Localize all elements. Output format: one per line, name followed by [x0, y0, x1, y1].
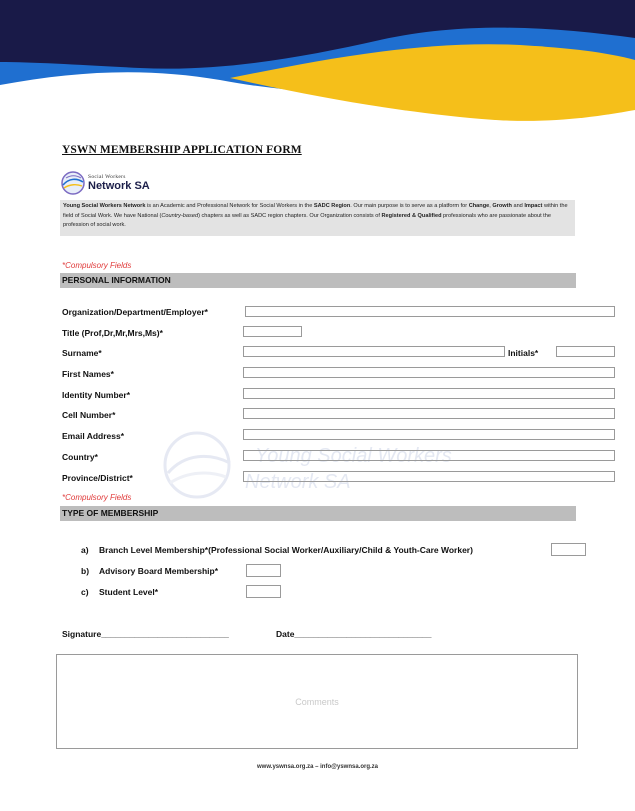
identity-number-input[interactable]: [243, 388, 615, 399]
title-label: Title (Prof,Dr,Mr,Mrs,Ms)*: [62, 328, 163, 338]
surname-input[interactable]: [243, 346, 505, 357]
comments-placeholder: Comments: [295, 696, 339, 707]
first-names-label: First Names*: [62, 369, 114, 379]
branch-level-label: Branch Level Membership*(Professional Social Worker/Auxiliary/Child & Youth-Care Worker): [99, 545, 473, 555]
logo-title: Network SA: [88, 180, 150, 192]
first-names-input[interactable]: [243, 367, 615, 378]
intro-paragraph: Young Social Workers Network is an Academic and Professional Network for Social Workers in the SADC Region. Our main purpose is to serve as a platform for Change, Growth and Impact within the field of Social Work. We have National (Country-based) chapters as well as SADC region chapters. Our Organization consists of Registered & Qualified professionals who are passionate about the profession of social work.: [60, 200, 575, 236]
personal-information-header: PERSONAL INFORMATION: [60, 273, 576, 288]
country-input[interactable]: [243, 450, 615, 461]
watermark-line-1: Young Social Workers: [255, 445, 452, 467]
title-input[interactable]: [243, 326, 302, 337]
cell-number-label: Cell Number*: [62, 410, 116, 420]
signature-line[interactable]: Signature___________________________: [62, 629, 229, 639]
date-line[interactable]: Date_____________________________: [276, 629, 432, 639]
header-wave-banner: [0, 0, 635, 125]
province-input[interactable]: [243, 471, 615, 482]
logo-small-text: Social Workers: [88, 174, 126, 180]
advisory-board-label: Advisory Board Membership*: [99, 566, 219, 576]
organization-input[interactable]: [245, 306, 615, 317]
membership-b-letter: b): [81, 566, 90, 576]
form-title: YSWN MEMBERSHIP APPLICATION FORM: [62, 144, 302, 156]
footer-contact: www.yswnsa.org.za – info@yswnsa.org.za: [257, 764, 378, 770]
initials-input[interactable]: [556, 346, 615, 357]
comments-box[interactable]: [56, 654, 578, 749]
province-label: Province/District*: [62, 473, 133, 483]
membership-c-letter: c): [81, 587, 89, 597]
compulsory-fields-note: *Compulsory Fields: [62, 261, 132, 270]
advisory-board-checkbox[interactable]: [246, 564, 281, 577]
compulsory-fields-note-2: *Compulsory Fields: [62, 493, 132, 502]
email-input[interactable]: [243, 429, 615, 440]
country-label: Country*: [62, 452, 98, 462]
email-label: Email Address*: [62, 431, 125, 441]
membership-a-letter: a): [81, 545, 89, 555]
student-level-label: Student Level*: [99, 587, 159, 597]
surname-label: Surname*: [62, 348, 102, 358]
branch-level-checkbox[interactable]: [551, 543, 586, 556]
membership-type-header: TYPE OF MEMBERSHIP: [60, 506, 576, 521]
organization-label: Organization/Department/Employer*: [62, 307, 208, 317]
identity-number-label: Identity Number*: [62, 390, 131, 400]
watermark-globe-icon: [160, 425, 235, 505]
watermark-line-2: Network SA: [245, 471, 351, 493]
student-level-checkbox[interactable]: [246, 585, 281, 598]
initials-label: Initials*: [508, 348, 539, 358]
cell-number-input[interactable]: [243, 408, 615, 419]
globe-icon: [60, 170, 86, 196]
